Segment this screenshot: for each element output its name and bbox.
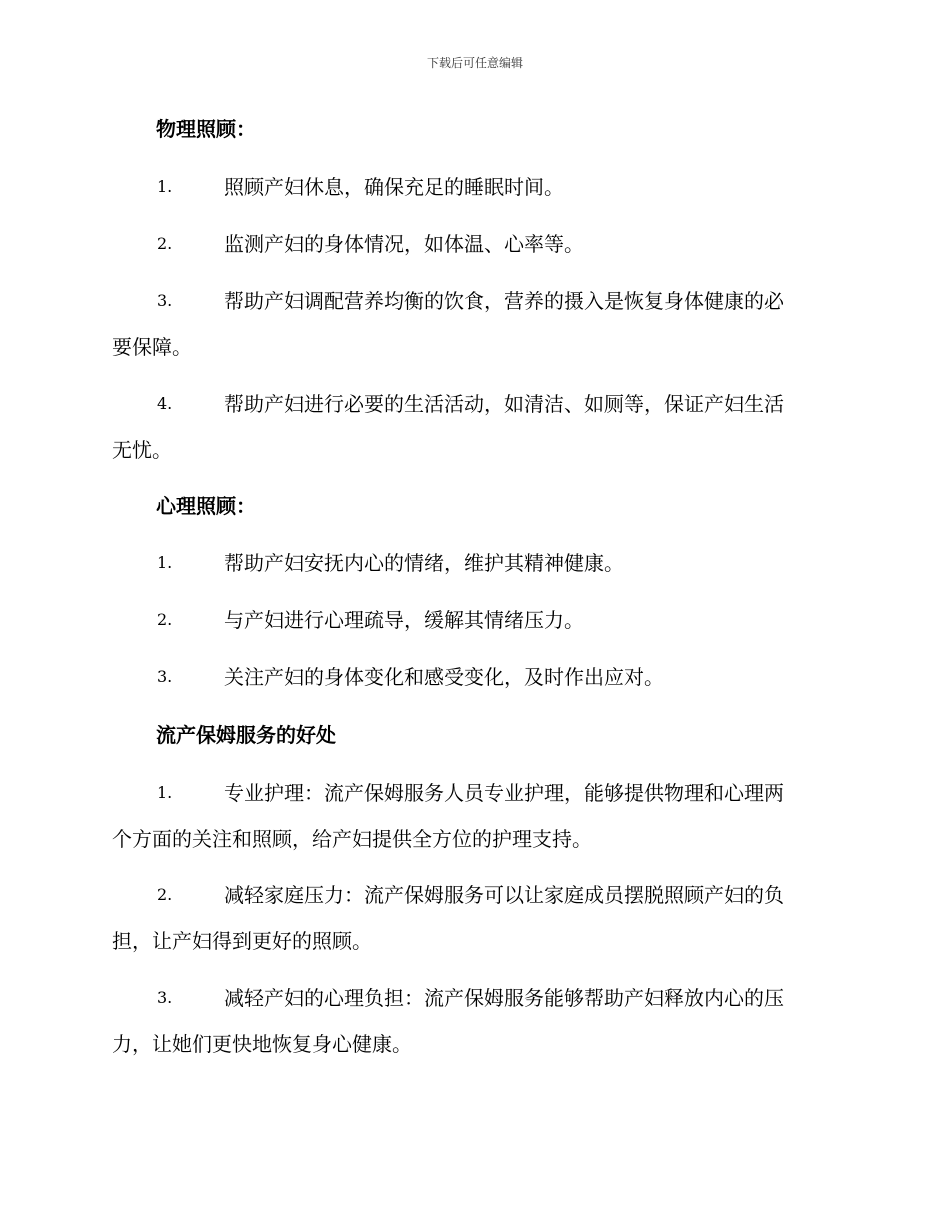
list-item <box>112 984 837 1076</box>
list-text-continued: 担，让产妇得到更好的照顾。 <box>112 929 372 953</box>
list-text: 关注产妇的身体变化和感受变化，及时作出应对。 <box>224 665 664 689</box>
list-item <box>112 549 837 595</box>
list-item <box>112 606 837 652</box>
list-number: 2. <box>157 885 173 904</box>
section-heading-benefits: 流产保姆服务的好处 <box>156 723 336 747</box>
list-number: 3. <box>157 291 173 310</box>
list-item <box>112 173 837 219</box>
list-text: 减轻产妇的心理负担：流产保姆服务能够帮助产妇释放内心的压 <box>224 986 784 1010</box>
list-item <box>112 287 837 379</box>
list-number: 1. <box>157 783 173 802</box>
list-number: 1. <box>157 553 173 572</box>
list-text-continued: 个方面的关注和照顾，给产妇提供全方位的护理支持。 <box>112 827 592 851</box>
list-item <box>112 230 837 276</box>
list-text: 照顾产妇休息，确保充足的睡眠时间。 <box>224 175 564 199</box>
list-text: 专业护理：流产保姆服务人员专业护理，能够提供物理和心理两 <box>224 781 784 805</box>
list-text: 与产妇进行心理疏导，缓解其情绪压力。 <box>224 608 584 632</box>
list-item <box>112 779 837 871</box>
list-text-continued: 无忧。 <box>112 438 172 462</box>
list-text: 帮助产妇进行必要的生活活动，如清洁、如厕等，保证产妇生活 <box>224 392 784 416</box>
list-number: 4. <box>157 394 173 413</box>
list-text: 帮助产妇安抚内心的情绪，维护其精神健康。 <box>224 551 624 575</box>
section-heading-psychological-care: 心理照顾： <box>156 494 256 518</box>
list-number: 1. <box>157 177 173 196</box>
list-text: 帮助产妇调配营养均衡的饮食，营养的摄入是恢复身体健康的必 <box>224 289 784 313</box>
page-header: 下载后可任意编辑 <box>426 56 523 70</box>
list-item <box>112 663 837 709</box>
list-number: 3. <box>157 667 173 686</box>
list-number: 2. <box>157 234 173 253</box>
list-text: 监测产妇的身体情况，如体温、心率等。 <box>224 232 584 256</box>
list-text-continued: 要保障。 <box>112 335 192 359</box>
list-item <box>112 390 837 482</box>
section-heading-physical-care: 物理照顾： <box>156 117 256 141</box>
list-number: 3. <box>157 988 173 1007</box>
list-number: 2. <box>157 610 173 629</box>
list-item <box>112 881 837 973</box>
list-text-continued: 力，让她们更快地恢复身心健康。 <box>112 1032 412 1056</box>
list-text: 减轻家庭压力：流产保姆服务可以让家庭成员摆脱照顾产妇的负 <box>224 883 784 907</box>
